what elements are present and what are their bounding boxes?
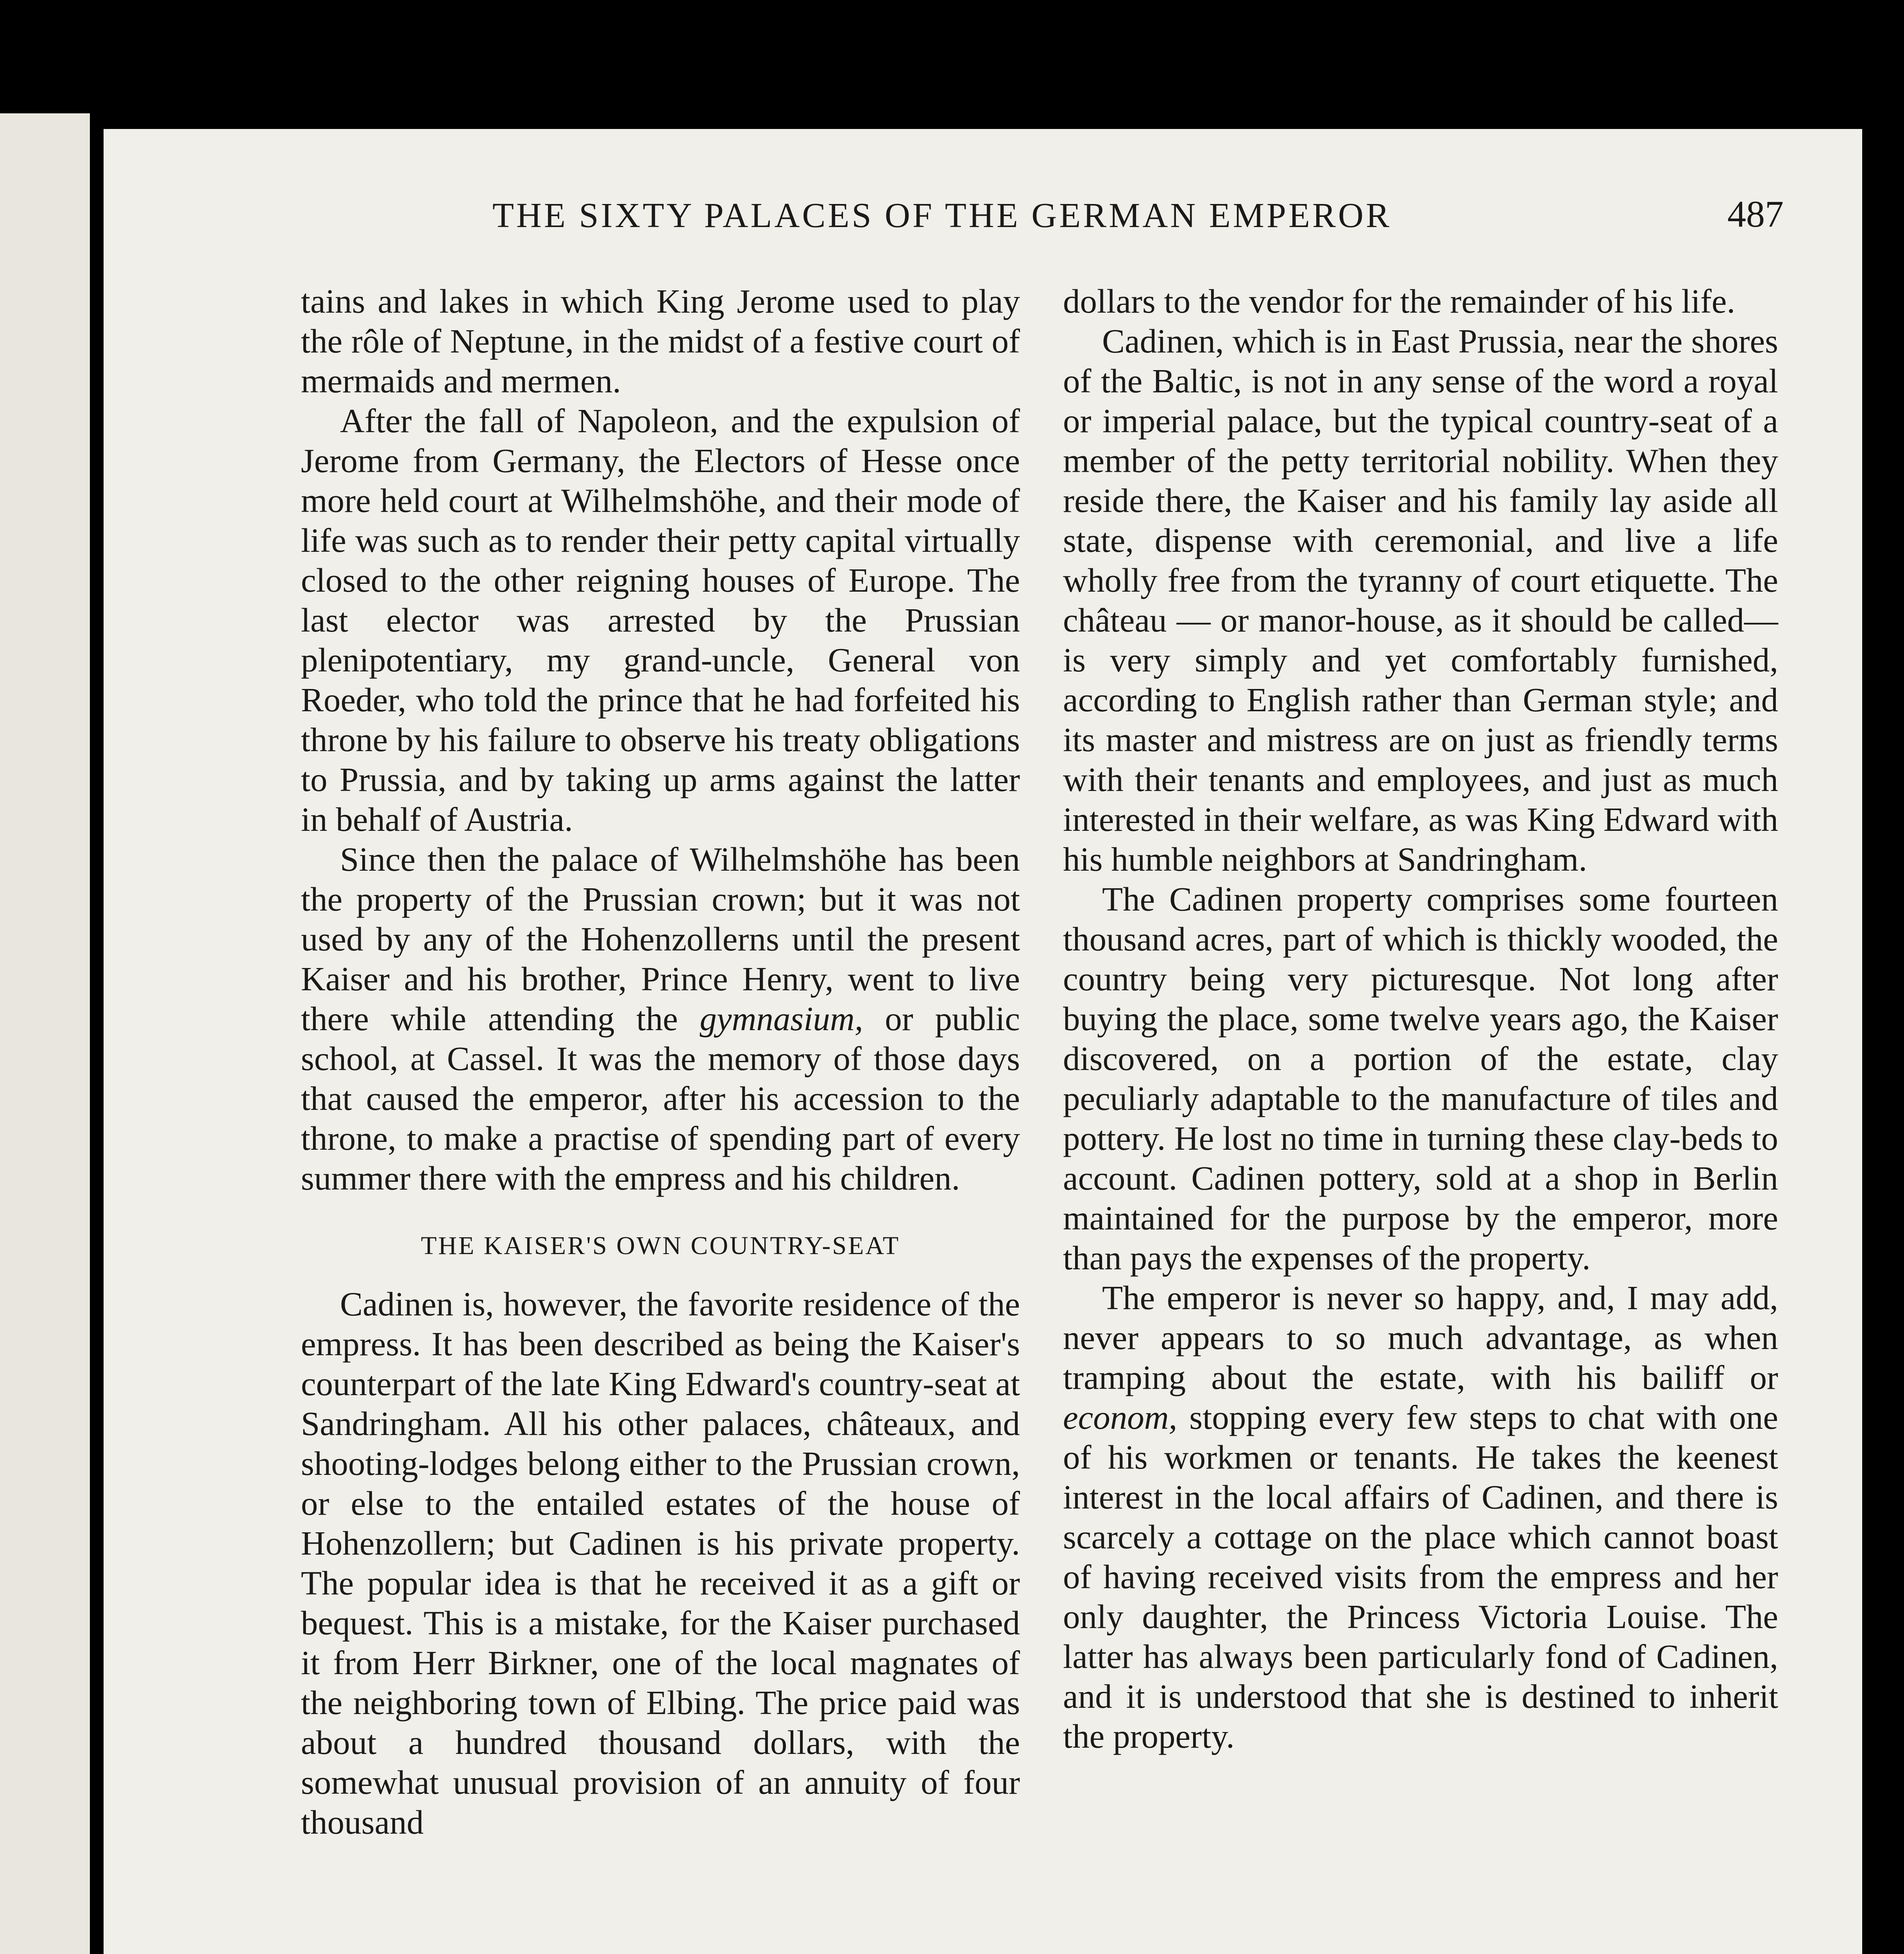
right-column	[1063, 281, 1778, 1756]
paragraph: After the fall of Napoleon, and the expulsion of Jerome from Germany, the Electors of Hesse once more held court at Wilhelmshöhe, and their mode of life was such as to render their petty capital virtually closed to the other reigning houses of Europe. The last elector was arrested by the Prussian plenipotentiary, my grand-uncle, General von Roeder, who told the prince that he had forfeited his throne by his failure to observe his treaty obligations to Prussia, and by taking up arms against the latter in behalf of Austria.	[301, 402, 1020, 838]
paragraph: Cadinen is, however, the favorite residence of the empress. It has been described as being the Kaiser's counterpart of the late King Edward's country-seat at Sandringham. All his other palaces, châteaux, and shooting-lodges belong either to the Prussian crown, or else to the entailed estates of the house of Hohenzollern; but Cadinen is his private property. The popular idea is that he received it as a gift or bequest. This is a mistake, for the Kaiser purchased it from Herr Birkner, one of the local magnates of the neighboring town of Elbing. The price paid was about a hundred thousand dollars, with the somewhat unusual provision of an annuity of four thousand	[301, 1285, 1020, 1841]
paragraph-text: Since then the palace of Wilhelmshöhe has been the property of the Prussian crown; but it was not used by any of the Hohenzollerns until the present Kaiser and his brother, Prince Henry, went to live there while attending the	[301, 840, 1020, 1038]
left-column	[301, 281, 1020, 1842]
paragraph	[1063, 1278, 1778, 1756]
paragraph: The Cadinen property comprises some fourteen thousand acres, part of which is thickly wooded, the country being very picturesque. Not long after buying the place, some twelve years ago, the Kaiser discovered, on a portion of the estate, clay peculiarly adaptable to the manufacture of tiles and pottery. He lost no time in turning these clay-beds to account. Cadinen pottery, sold at a shop in Berlin maintained for the purpose by the emperor, more than pays the expenses of the property.	[1063, 880, 1778, 1277]
paragraph: tains and lakes in which King Jerome used to play the rôle of Neptune, in the midst of a festive court of mermaids and mermen.	[301, 282, 1020, 400]
italic-term: econom,	[1063, 1398, 1177, 1436]
paragraph-text: stopping every few steps to chat with one of his workmen or tenants. He takes the keenest interest in the local affairs of Cadinen, and there is scarcely a cottage on the place which cannot boast of having received visits from the empress and her only daughter, the Princess Victoria Louise. The latter has always been particularly fond of Cadinen, and it is understood that she is destined to inherit the property.	[1063, 1398, 1778, 1755]
paragraph	[301, 839, 1020, 1198]
italic-term: gymnasium,	[700, 1000, 863, 1038]
paragraph-text: or public school, at Cassel. It was the memory of those days that caused the emperor, after his accession to the throne, to make a practise of spending part of every summer there with the empress and his children.	[301, 1000, 1020, 1197]
section-heading: THE KAISER'S OWN COUNTRY-SEAT	[421, 1231, 900, 1260]
paragraph-text: The emperor is never so happy, and, I may add, never appears to so much advantage, as when tramping about the estate, with his bailiff or	[1063, 1279, 1778, 1396]
page-number: 487	[1727, 193, 1784, 235]
running-head: THE SIXTY PALACES OF THE GERMAN EMPEROR	[492, 196, 1392, 235]
paragraph: Cadinen, which is in East Prussia, near the shores of the Baltic, is not in any sense of the word a royal or imperial palace, but the typical country-seat of a member of the petty territorial nobility. When they reside there, the Kaiser and his family lay aside all state, dispense with ceremonial, and live a life wholly free from the tyranny of court etiquette. The château — or manor-house, as it should be called—is very simply and yet comfortably furnished, according to English rather than German style; and its master and mistress are on just as friendly terms with their tenants and employees, and just as much interested in their welfare, as was King Edward with his humble neighbors at Sandringham.	[1063, 322, 1778, 878]
paragraph: dollars to the vendor for the remainder of his life.	[1063, 282, 1736, 320]
facing-page-edge	[0, 113, 90, 1954]
